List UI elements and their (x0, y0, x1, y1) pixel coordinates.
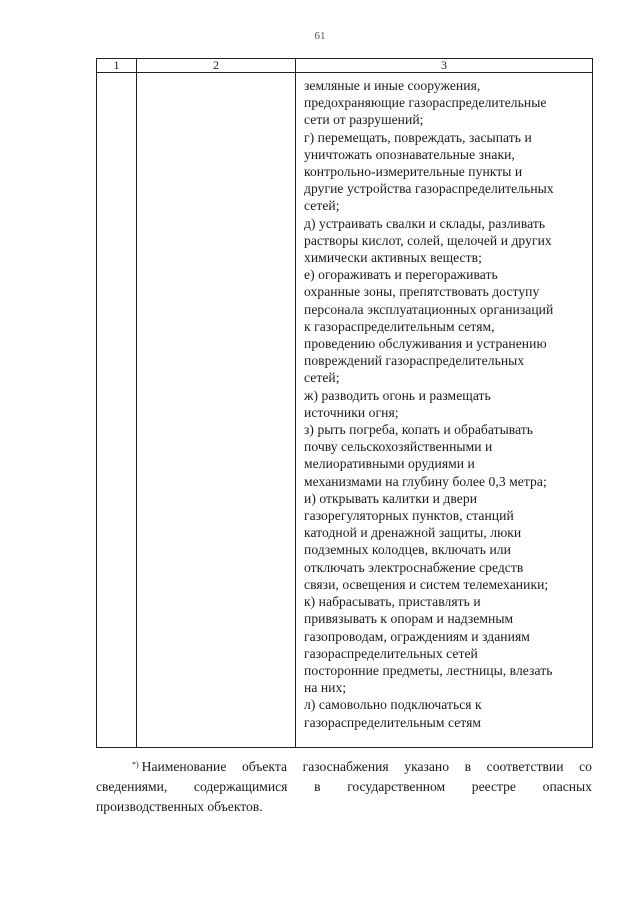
footnote (96, 757, 592, 817)
column-header-2: 2 (137, 59, 296, 73)
list-item: связи, освещения и систем телемеханики; (304, 576, 549, 592)
list-item: и) открывать калитки и двери (304, 490, 478, 506)
prohibitions-list (296, 73, 592, 731)
list-item: контрольно-измерительные пункты и (304, 164, 523, 180)
list-item: растворы кислот, солей, щелочей и других (304, 232, 552, 248)
footnote-word: содержащимися (193, 779, 288, 794)
list-item: уничтожать опознавательные знаки, (304, 146, 515, 162)
footnote-line-2 (96, 777, 592, 797)
list-item: к газораспределительным сетям, (304, 318, 495, 334)
footnote-word: указано (404, 759, 449, 774)
list-item: охранные зоны, препятствовать доступу (304, 284, 540, 300)
footnote-line-1 (96, 757, 592, 777)
list-item: катодной и дренажной защиты, люки (304, 525, 522, 541)
list-item: сетей; (304, 198, 340, 214)
column-2-cell (137, 73, 296, 748)
list-item: механизмами на глубину более 0,3 метра; (304, 473, 547, 489)
list-item: повреждений газораспределительных (304, 353, 525, 369)
list-item: предохраняющие газораспределительные (304, 95, 547, 111)
page-number: 61 (314, 30, 326, 42)
table-row (97, 73, 593, 748)
footnote-marker: *) (132, 760, 139, 769)
list-item: на них; (304, 680, 347, 696)
column-header-3: 3 (296, 59, 593, 73)
document-table (96, 58, 593, 748)
list-item: газопроводам, ограждениям и зданиям (304, 628, 530, 644)
list-item: земляные и иные сооружения, (304, 78, 481, 93)
list-item: ж) разводить огонь и размещать (304, 387, 491, 403)
footnote-line-3: производственных объектов. (96, 799, 263, 814)
list-item: л) самовольно подключаться к (304, 697, 482, 713)
list-item: мелиоративными орудиями и (304, 456, 475, 472)
list-item: подземных колодцев, включать или (304, 542, 511, 558)
list-item: сети от разрушений; (304, 112, 424, 128)
footnote-word: опасных (542, 779, 592, 794)
footnote-word: соответствии (486, 759, 564, 774)
list-item: персонала эксплуатационных организаций (304, 301, 554, 317)
list-item: е) огораживать и перегораживать (304, 267, 498, 283)
footnote-word: реестре (471, 779, 516, 794)
list-item: г) перемещать, повреждать, засыпать и (304, 129, 532, 145)
list-item: к) набрасывать, приставлять и (304, 594, 481, 610)
table-header-row (97, 59, 593, 73)
column-1-cell (97, 73, 137, 748)
list-item: д) устраивать свалки и склады, разливать (304, 215, 546, 231)
list-item: отключать электроснабжение средств (304, 559, 524, 575)
list-item: другие устройства газораспределительных (304, 181, 554, 197)
list-item: сетей; (304, 370, 340, 386)
column-header-1: 1 (97, 59, 137, 73)
list-item: химически активных веществ; (304, 250, 482, 266)
list-item: привязывать к опорам и надземным (304, 611, 514, 627)
list-item: посторонние предметы, лестницы, влезать (304, 662, 553, 678)
footnote-word: сведениями, (96, 779, 168, 794)
list-item: газораспределительным сетям (304, 714, 482, 730)
list-item: проведению обслуживания и устранению (304, 336, 547, 352)
list-item: з) рыть погреба, копать и обрабатывать (304, 422, 534, 438)
column-3-cell (296, 73, 593, 748)
footnote-word: газоснабжения (302, 759, 389, 774)
footnote-word: со (579, 759, 592, 774)
list-item: источники огня; (304, 404, 399, 420)
footnote-word: объекта (242, 759, 288, 774)
list-item: почву сельскохозяйственными и (304, 439, 493, 455)
footnote-word: в (464, 759, 472, 774)
list-item: газораспределительных сетей (304, 645, 478, 661)
footnote-word: *) Наименование (132, 759, 227, 774)
footnote-word: государственном (347, 779, 446, 794)
list-item: газорегуляторных пунктов, станций (304, 508, 514, 524)
footnote-word: в (314, 779, 321, 794)
